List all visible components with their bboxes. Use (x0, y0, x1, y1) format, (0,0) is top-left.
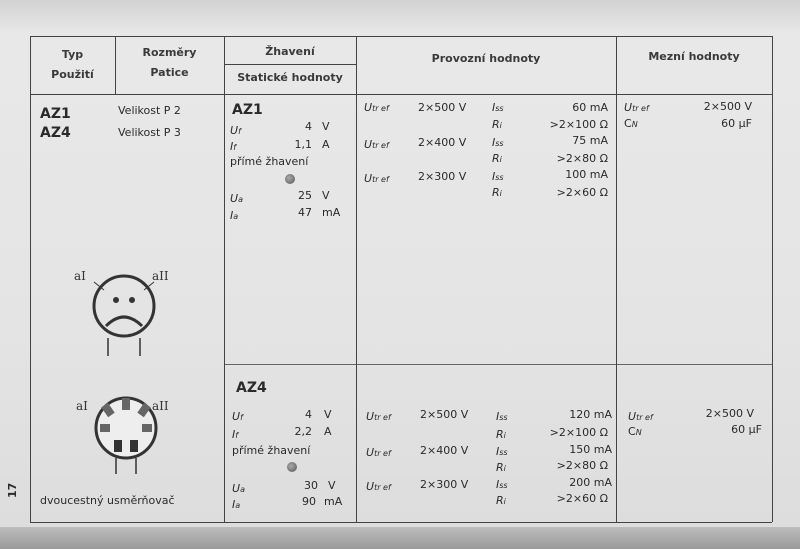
page-number-vertical: 17 (6, 482, 19, 498)
az1-row1-iss: Iss (492, 101, 504, 114)
az4-limit-c: CN (628, 425, 642, 438)
az4-uf-value: 4 (305, 408, 312, 421)
header-typ: Typ (61, 48, 84, 61)
az4-ua-label: Ua (232, 482, 245, 495)
az1-limit-c: CN (624, 117, 638, 130)
az4-row3-ri: Ri (496, 494, 506, 507)
size-az1: Velikost P 2 (118, 104, 181, 117)
az4-row1-u-val: 2×500 V (420, 408, 469, 421)
type-description: dvoucestný usměrňovač (40, 494, 175, 507)
pin-label-a1: aI (74, 269, 86, 283)
az4-row2-u-val: 2×400 V (420, 444, 469, 457)
az1-row3-ri-val: >2×60 Ω (556, 186, 608, 199)
type-az1: AZ1 (40, 106, 71, 122)
az1-ua-value: 25 (298, 189, 312, 202)
az1-row3-u: Utr ef (364, 172, 389, 185)
col-divider-3 (616, 36, 617, 522)
az4-row2-u: Utr ef (366, 446, 391, 459)
page-bottom-shadow (0, 527, 800, 549)
az4-row1-iss-val: 120 mA (569, 408, 612, 421)
az1-if-value: 1,1 (294, 138, 312, 151)
az1-row3-iss-val: 100 mA (565, 168, 608, 181)
typ-divider (115, 36, 116, 94)
table-top-border (30, 36, 772, 37)
az4-row1-ri: Ri (496, 428, 506, 441)
header-zhaveni: Žhavení (265, 45, 315, 58)
az1-limit-u-val: 2×500 V (703, 100, 752, 113)
az1-uf-value: 4 (305, 120, 312, 133)
left-border (30, 36, 31, 522)
az1-if-label: If (230, 140, 237, 153)
az4-heating: přímé žhavení (232, 444, 311, 457)
pin-label-a2: aII (152, 269, 169, 283)
az4-row2-iss-val: 150 mA (569, 443, 612, 456)
az4-row3-u-val: 2×300 V (420, 478, 469, 491)
az4-ia-label: Ia (232, 498, 241, 511)
az4-row1-u: Utr ef (366, 410, 391, 423)
az1-row1-iss-val: 60 mA (572, 101, 608, 114)
az1-ia-unit: mA (322, 206, 341, 219)
az1-ia-label: Ia (230, 209, 239, 222)
page-top-shadow (0, 0, 800, 30)
table-bottom-border (30, 522, 772, 523)
az1-ua-unit: V (322, 189, 330, 202)
col-divider-1 (224, 36, 225, 522)
zhaveni-split-line (224, 64, 356, 65)
az1-row3-u-val: 2×300 V (418, 170, 467, 183)
az4-ua-value: 30 (304, 479, 318, 492)
az1-row2-ri-val: >2×80 Ω (556, 152, 608, 165)
col-divider-2 (356, 36, 357, 522)
az4-ia-value: 90 (302, 495, 316, 508)
az4-row3-iss-val: 200 mA (569, 476, 612, 489)
az1-row1-ri: Ri (492, 118, 502, 131)
az4-row1-ri-val: >2×100 Ω (549, 426, 608, 439)
az4-row2-ri-val: >2×80 Ω (556, 459, 608, 472)
header-bottom-border (30, 94, 772, 95)
az4-row2-iss: Iss (496, 445, 508, 458)
az4-ua-unit: V (328, 479, 336, 492)
az1-heating-dot (285, 174, 295, 184)
base-diagram-az1 (60, 256, 190, 366)
header-staticke: Statické hodnoty (237, 71, 343, 84)
az1-limit-u: Utr ef (624, 101, 649, 114)
az1-if-unit: A (322, 138, 330, 151)
az1-row2-iss-val: 75 mA (572, 134, 608, 147)
right-border (772, 36, 773, 522)
az4-row3-u: Utr ef (366, 480, 391, 493)
az1-row1-u: Utr ef (364, 101, 389, 114)
header-provozni: Provozní hodnoty (431, 52, 541, 65)
pin-label-a2-az4: aII (152, 399, 169, 413)
az4-row1-iss: Iss (496, 410, 508, 423)
az4-uf-unit: V (324, 408, 332, 421)
az1-row2-u: Utr ef (364, 138, 389, 151)
az4-row3-ri-val: >2×60 Ω (556, 492, 608, 505)
az1-row1-u-val: 2×500 V (418, 101, 467, 114)
az4-limit-u: Utr ef (628, 410, 653, 423)
az1-row1-ri-val: >2×100 Ω (549, 118, 608, 131)
size-az4: Velikost P 3 (118, 126, 181, 139)
header-patice: Patice (150, 66, 189, 79)
az4-ia-unit: mA (324, 495, 343, 508)
az1-uf-unit: V (322, 120, 330, 133)
az4-title: AZ4 (236, 380, 267, 396)
az1-uf-label: Uf (230, 124, 241, 137)
az4-row3-iss: Iss (496, 478, 508, 491)
type-az4: AZ4 (40, 125, 71, 141)
az1-title: AZ1 (232, 102, 263, 118)
az1-limit-c-val: 60 µF (721, 117, 752, 130)
base-diagram-az4 (60, 390, 190, 480)
az1-heating: přímé žhavení (230, 155, 309, 168)
header-rozmery: Rozměry (142, 46, 197, 59)
az4-heating-dot (287, 462, 297, 472)
az1-row2-ri: Ri (492, 152, 502, 165)
az4-row2-ri: Ri (496, 461, 506, 474)
az4-limit-u-val: 2×500 V (705, 407, 754, 420)
az4-if-unit: A (324, 425, 332, 438)
az1-ia-value: 47 (298, 206, 312, 219)
az1-row2-iss: Iss (492, 136, 504, 149)
az1-row2-u-val: 2×400 V (418, 136, 467, 149)
az4-uf-label: Uf (232, 410, 243, 423)
pin-label-a1-az4: aI (76, 399, 88, 413)
az-split-line (224, 364, 772, 365)
az4-if-label: If (232, 428, 239, 441)
az1-row3-ri: Ri (492, 186, 502, 199)
header-mezni: Mezní hodnoty (648, 50, 740, 63)
az4-if-value: 2,2 (294, 425, 312, 438)
az1-ua-label: Ua (230, 192, 243, 205)
az1-row3-iss: Iss (492, 170, 504, 183)
az4-limit-c-val: 60 µF (731, 423, 762, 436)
header-pouziti: Použití (51, 68, 94, 81)
